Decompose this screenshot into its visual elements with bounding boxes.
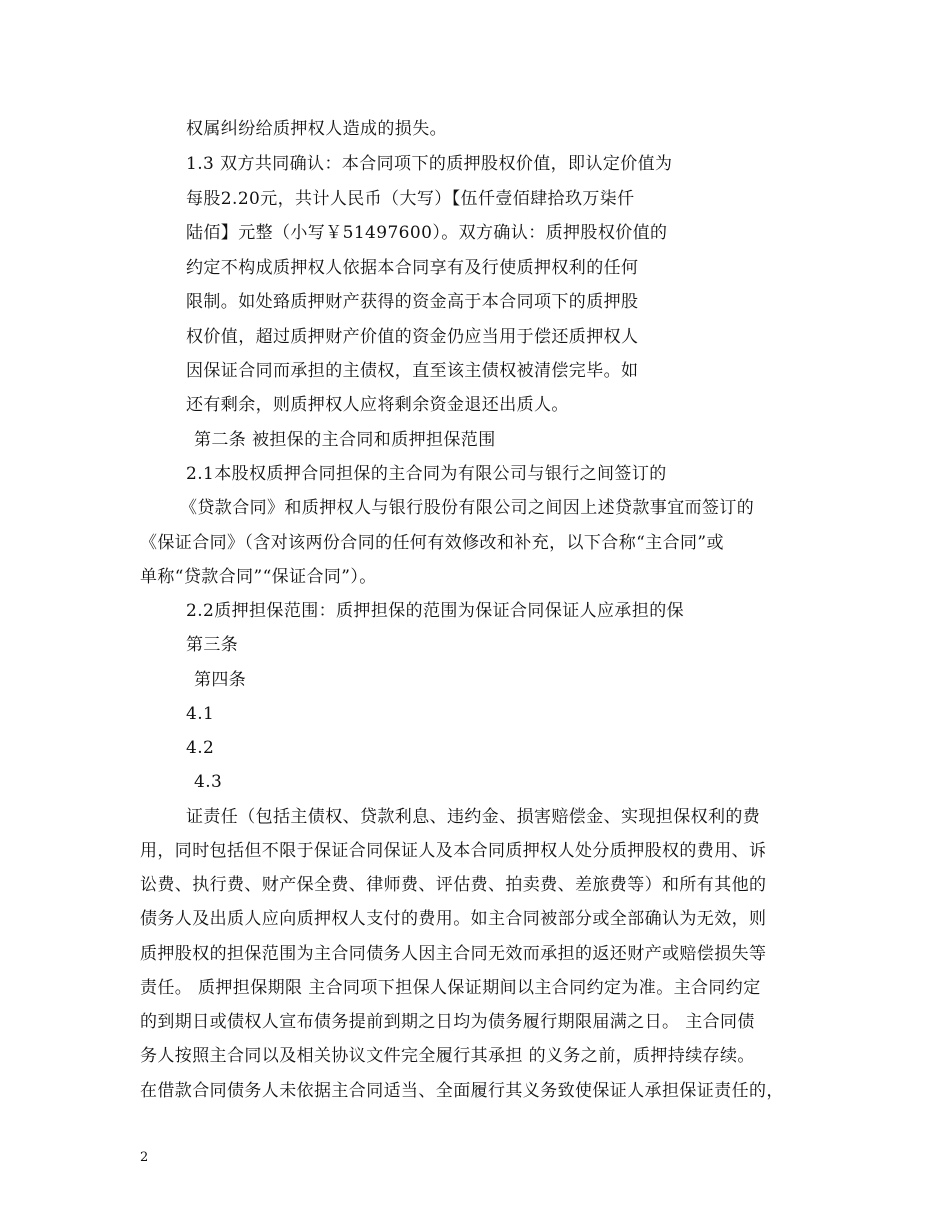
page-number: 2: [140, 1150, 149, 1165]
text-line: 约定不构成质押权人依据本合同享有及行使质押权利的任何: [186, 258, 639, 278]
text-line: 限制。如处臵质押财产获得的资金高于本合同项下的质押股: [186, 292, 639, 312]
text-line: 权价值，超过质押财产价值的资金仍应当用于偿还质押权人: [186, 327, 639, 347]
text-line: 证责任（包括主债权、贷款利息、违约金、损害赔偿金、实现担保权利的费: [186, 807, 761, 827]
text-line: 的到期日或债权人宣布债务提前到期之日均为债务履行期限届满之日。 主合同债: [140, 1012, 755, 1032]
text-line: 《保证合同》（含对该两份合同的任何有效修改和补充，以下合称“主合同”或: [140, 533, 724, 553]
clause-number: 4.2: [186, 738, 215, 758]
text-line: 因保证合同而承担的主债权，直至该主债权被清偿完毕。如: [186, 361, 639, 381]
text-line: 1.3 双方共同确认：本合同项下的质押股权价值，即认定价值为: [186, 154, 673, 174]
clause-number: 4.3: [194, 772, 223, 792]
text-line: 用，同时包括但不限于保证合同保证人及本合同质押权人处分质押股权的费用、诉: [140, 841, 767, 861]
article-heading: 第四条: [194, 670, 247, 690]
text-line: 还有剩余，则质押权人应将剩余资金退还出质人。: [186, 395, 569, 415]
text-line: 单称“贷款合同”“保证合同”）。: [140, 567, 377, 587]
text-line: 《贷款合同》和质押权人与银行股份有限公司之间因上述贷款事宜而签订的: [180, 498, 755, 518]
article-heading: 第二条 被担保的主合同和质押担保范围: [194, 430, 496, 450]
text-line: 陆佰】元整（小写￥51497600）。双方确认：质押股权价值的: [186, 223, 668, 243]
clause-number: 4.1: [186, 704, 215, 724]
text-line: 权属纠纷给质押权人造成的损失。: [186, 119, 447, 139]
text-line: 讼费、执行费、财产保全费、律师费、评估费、拍卖费、差旅费等）和所有其他的: [140, 875, 767, 895]
text-line: 每股2.20元，共计人民币（大写）【伍仟壹佰肆拾玖万柒仟: [186, 189, 635, 209]
text-line: 务人按照主合同以及相关协议文件完全履行其承担 的义务之前，质押持续存续。: [140, 1046, 755, 1066]
article-heading: 第三条: [186, 635, 239, 655]
text-line: 债务人及出质人应向质押权人支付的费用。如主合同被部分或全部确认为无效，则: [140, 909, 767, 929]
text-line: 在借款合同债务人未依据主合同适当、全面履行其义务致使保证人承担保证责任的，: [140, 1081, 784, 1101]
text-line: 2.2质押担保范围：质押担保的范围为保证合同保证人应承担的保: [186, 601, 685, 621]
text-line: 2.1本股权质押合同担保的主合同为有限公司与银行之间签订的: [186, 464, 667, 484]
text-line: 责任。 质押担保期限 主合同项下担保人保证期间以主合同约定为准。主合同约定: [140, 978, 761, 998]
text-line: 质押股权的担保范围为主合同债务人因主合同无效而承担的返还财产或赔偿损失等: [140, 944, 767, 964]
